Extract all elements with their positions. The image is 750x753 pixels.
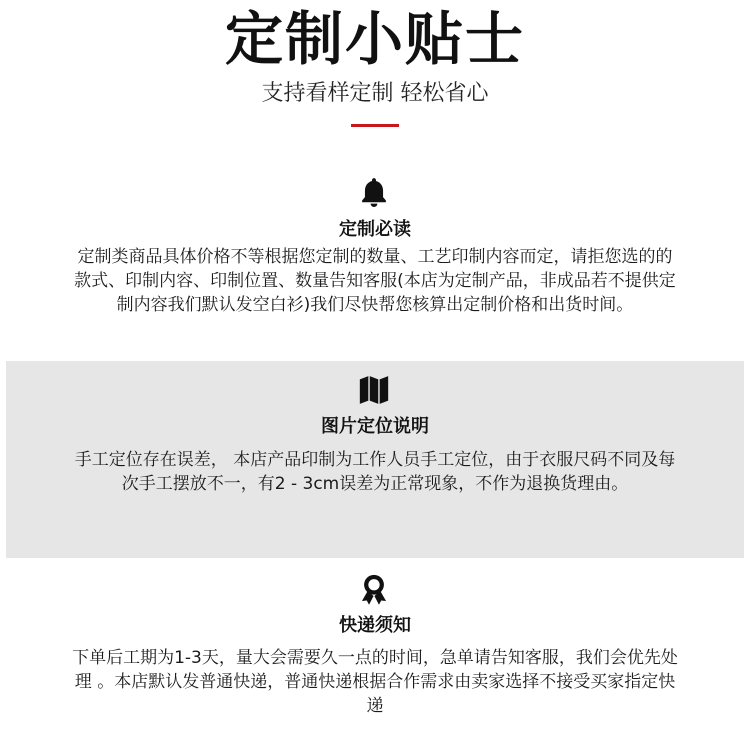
section-body: 定制类商品具体价格不等根据您定制的数量、工艺印制内容而定，请拒您选的的款式、印制内容、印制位置、数量告知客服(本店为定制产品，非成品若不提供定制内容我们默认发空白衫)我们尽快帮您核算出定制价格和出货时间。 [74,247,676,315]
section-body: 下单后工期为1-3天，量大会需要久一点的时间，急单请告知客服，我们会优先处理 。本店默认发普通快递，普通快递根据合作需求由卖家选择不接受买家指定快递 [72,648,678,716]
section-title: 图片定位说明 [321,416,429,437]
section-delivery-notice [6,566,744,746]
title-divider [351,124,399,127]
header [0,0,750,140]
section-title: 定制必读 [339,219,411,240]
page-title: 定制小贴士 [224,5,525,73]
map-icon [357,373,391,407]
bell-icon [357,175,391,209]
section-body: 手工定位存在误差， 本店产品印制为工作人员手工定位，由于衣服尺码不同及每次手工摆放不一，有2 - 3cm误差为正常现象，不作为退换货理由。 [74,450,676,494]
section-image-positioning [6,361,744,558]
page-subtitle: 支持看样定制 轻松省心 [261,81,489,106]
section-title: 快递须知 [339,615,411,636]
award-ribbon-icon [357,572,391,606]
section-custom-notice [6,165,744,350]
